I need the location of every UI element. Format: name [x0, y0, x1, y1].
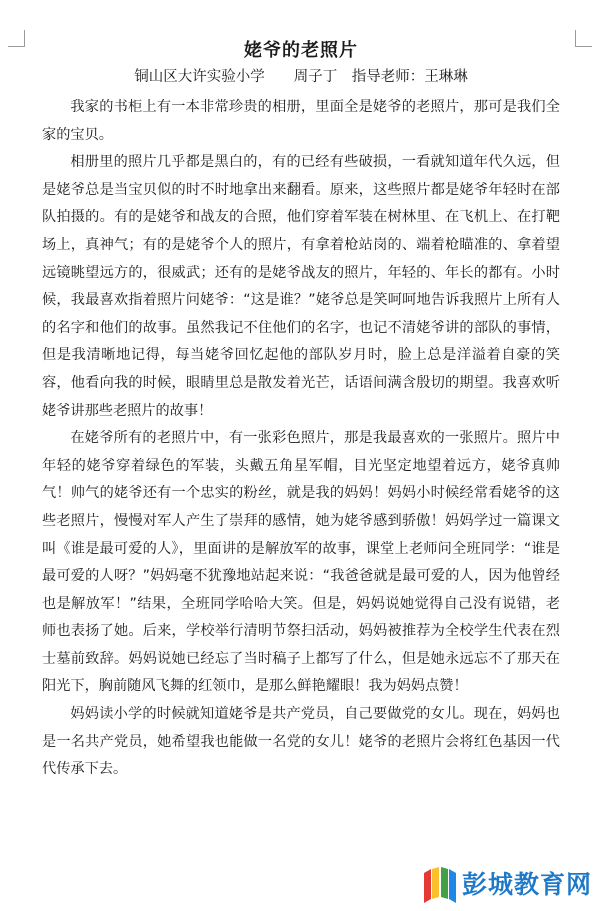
paragraph-3: 在姥爷所有的老照片中，有一张彩色照片，那是我最喜欢的一张照片。照片中年轻的姥爷穿着绿色的军装，头戴五角星军帽，目光坚定地望着远方，姥爷真帅气！帅气的姥爷还有一个忠实的粉丝，就是我的妈妈！妈妈小时候经常看姥爷的这些老照片，慢慢对军人产生了崇拜的感情，她为姥爷感到骄傲！妈妈学过一篇课文叫《谁是最可爱的人》，里面讲的是解放军的故事，课堂上老师问全班同学：“谁是最可爱的人呀？”妈妈毫不犹豫地站起来说：“我爸爸就是最可爱的人，因为他曾经也是解放军！”结果，全班同学哈哈大笑。但是，妈妈说她觉得自己没有说错，老师也表扬了她。后来，学校举行清明节祭扫活动，妈妈被推荐为全校学生代表在烈士墓前致辞。妈妈说她已经忘了当时稿子上都写了什么，但是她永远忘不了那天在阳光下，胸前随风飞舞的红领巾，是那么鲜艳耀眼！我为妈妈点赞！ — [42, 430, 560, 695]
site-watermark — [422, 863, 592, 903]
watermark-text: 彭城教育网 — [461, 870, 592, 899]
document-page — [42, 38, 560, 784]
paragraph-2: 相册里的照片几乎都是黑白的，有的已经有些破损，一看就知道年代久远，但是姥爷总是当宝贝似的时不时地拿出来翻看。原来，这些照片都是姥爷年轻时在部队拍摄的。有的是姥爷和战友的合照，他们穿着军装在树林里、在飞机上、在打靶场上，真神气；有的是姥爷个人的照片，有拿着枪站岗的、端着枪瞄准的、拿着望远镜眺望远方的，很威武；还有的是姥爷战友的照片，年轻的、年长的都有。小时候，我最喜欢指着照片问姥爷：“这是谁？”姥爷总是笑呵呵地告诉我照片上所有人的名字和他们的故事。虽然我记不住他们的名字，也记不清姥爷讲的部队的事情，但是我清晰地记得，每当姥爷回忆起他的部队岁月时，脸上总是洋溢着自豪的笑容，他看向我的时候，眼睛里总是散发着光芒，话语间满含殷切的期望。我喜欢听姥爷讲那些老照片的故事！ — [42, 154, 560, 419]
document-byline: 铜山区大许实验小学 周子丁 指导老师：王琳琳 — [134, 69, 468, 85]
paragraph-1: 我家的书柜上有一本非常珍贵的相册，里面全是姥爷的老照片，那可是我们全家的宝贝。 — [42, 99, 560, 143]
document-title: 姥爷的老照片 — [244, 40, 358, 61]
paragraph-4: 妈妈读小学的时候就知道姥爷是共产党员，自己要做党的女儿。现在，妈妈也是一名共产党员，她希望我也能做一名党的女儿！姥爷的老照片会将红色基因一代代传承下去。 — [42, 706, 560, 778]
book-logo-icon — [422, 863, 458, 903]
page-corner-mark-top-right — [575, 30, 592, 47]
page-corner-mark-top-left — [8, 30, 25, 47]
